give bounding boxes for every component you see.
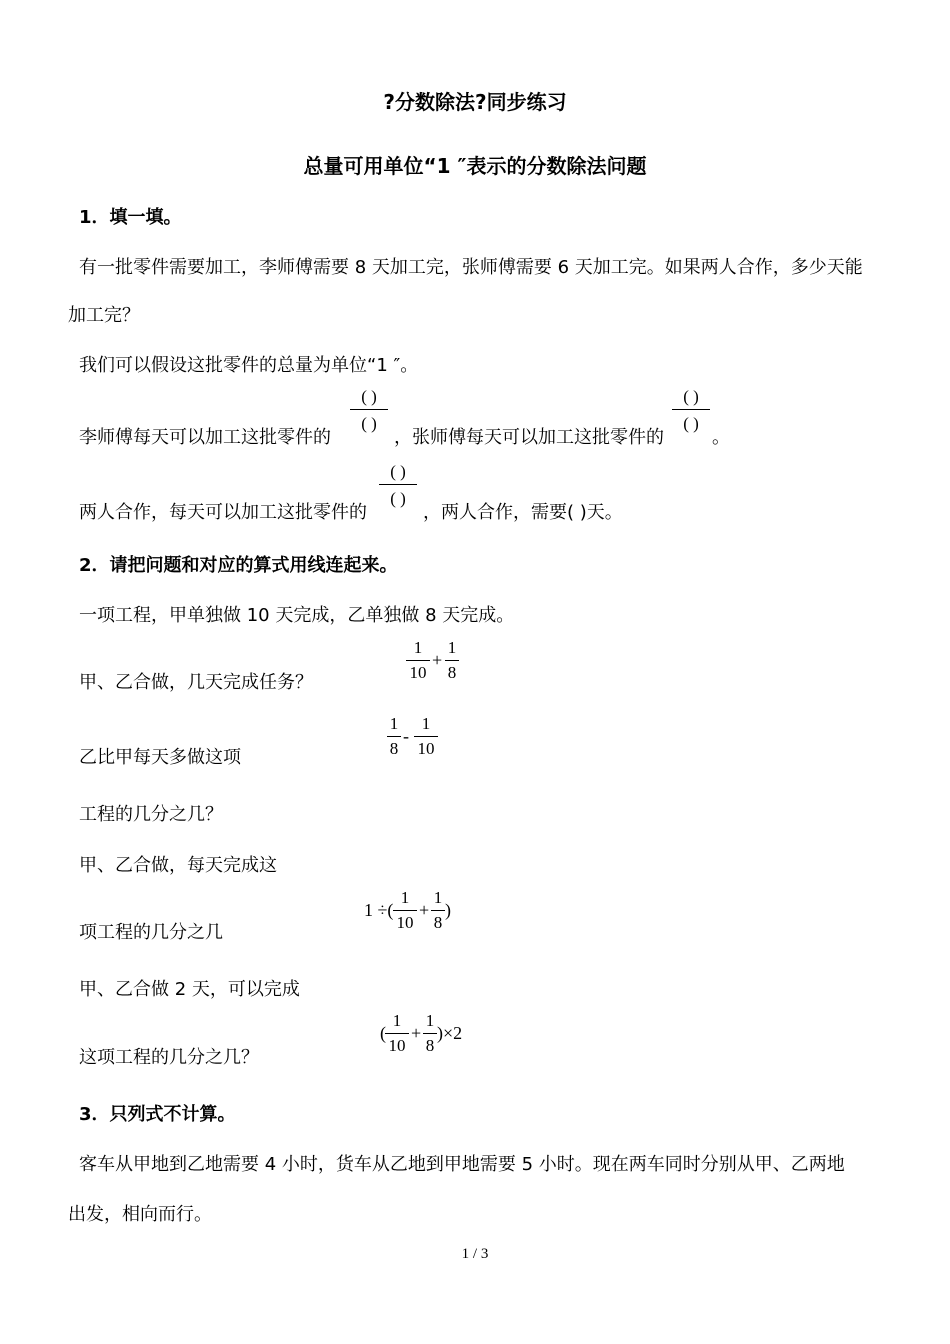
formula-prefix: 1 ÷(: [364, 900, 394, 920]
answer-blank-li[interactable]: [350, 387, 388, 434]
fraction-one-tenth: 1 10: [406, 637, 430, 684]
blank-denominator: ( ): [683, 414, 699, 433]
q1-li-end: 。: [712, 427, 730, 448]
minus-sign: -: [403, 726, 409, 746]
formula-suffix: )×2: [437, 1023, 463, 1043]
fraction-bar: [672, 409, 710, 410]
answer-blank-both[interactable]: [379, 462, 417, 509]
blank-numerator: ( ): [361, 387, 377, 406]
q1-days-text[interactable]: ，两人合作，需要( )天。: [423, 502, 623, 523]
q1-li-text: 李师傅每天可以加工这批零件的: [79, 427, 331, 448]
formula-prefix: (: [380, 1023, 386, 1043]
fraction-one-tenth: 1 10: [385, 1010, 409, 1057]
q2-question-4b[interactable]: 这项工程的几分之几？: [79, 1047, 259, 1068]
q1-problem-line2: 加工完？: [68, 305, 140, 326]
fraction-one-eighth: 1 8: [423, 1010, 437, 1057]
q3-line2: 出发，相向而行。: [68, 1204, 212, 1225]
q3-line1: 客车从甲地到乙地需要 4 小时，货车从乙地到甲地需要 5 小时。现在两车同时分别从甲、乙两地: [79, 1154, 845, 1175]
fraction-one-tenth: 1 10: [414, 713, 438, 760]
plus-sign: +: [419, 900, 430, 920]
answer-blank-zhang[interactable]: [672, 387, 710, 434]
fraction-one-eighth: 1 8: [445, 637, 459, 684]
q2-question-3a[interactable]: 甲、乙合做，每天完成这: [79, 855, 277, 876]
blank-numerator: ( ): [683, 387, 699, 406]
page-subtitle: 总量可用单位“1 ″表示的分数除法问题: [303, 154, 647, 178]
fraction-one-eighth: 1 8: [387, 713, 401, 760]
q2-question-3b[interactable]: 项工程的几分之几: [79, 922, 223, 943]
q1-zhang-text: ，张师傅每天可以加工这批零件的: [394, 427, 664, 448]
plus-sign: +: [411, 1023, 422, 1043]
q1-problem-line1: 有一批零件需要加工，李师傅需要 8 天加工完，张师傅需要 6 天加工完。如果两人合作，多少天能: [79, 257, 863, 278]
fraction-bar: [350, 409, 388, 410]
fraction-one-eighth: 1 8: [431, 887, 445, 934]
blank-denominator: ( ): [361, 414, 377, 433]
page-title: ?分数除法?同步练习: [383, 90, 567, 114]
page-number: 1 / 3: [461, 1246, 489, 1262]
formula-suffix: ): [445, 900, 451, 920]
question-1-heading: 1．填一填。: [79, 207, 182, 228]
fraction-bar: [379, 484, 417, 485]
q1-assumption: 我们可以假设这批零件的总量为单位“1 ″。: [79, 355, 419, 376]
blank-denominator: ( ): [390, 489, 406, 508]
q2-question-4a[interactable]: 甲、乙合做 2 天，可以完成: [79, 979, 300, 1000]
q2-question-2b[interactable]: 工程的几分之几？: [79, 804, 223, 825]
q1-both-text: 两人合作，每天可以加工这批零件的: [79, 502, 367, 523]
q2-question-1[interactable]: 甲、乙合做，几天完成任务？: [79, 672, 313, 693]
plus-sign: +: [432, 650, 443, 670]
blank-numerator: ( ): [390, 462, 406, 481]
question-2-heading: 2．请把问题和对应的算式用线连起来。: [79, 555, 398, 576]
q2-question-2a[interactable]: 乙比甲每天多做这项: [79, 747, 241, 768]
q2-intro: 一项工程，甲单独做 10 天完成，乙单独做 8 天完成。: [79, 605, 515, 626]
question-3-heading: 3．只列式不计算。: [79, 1104, 236, 1125]
fraction-one-tenth: 1 10: [393, 887, 417, 934]
